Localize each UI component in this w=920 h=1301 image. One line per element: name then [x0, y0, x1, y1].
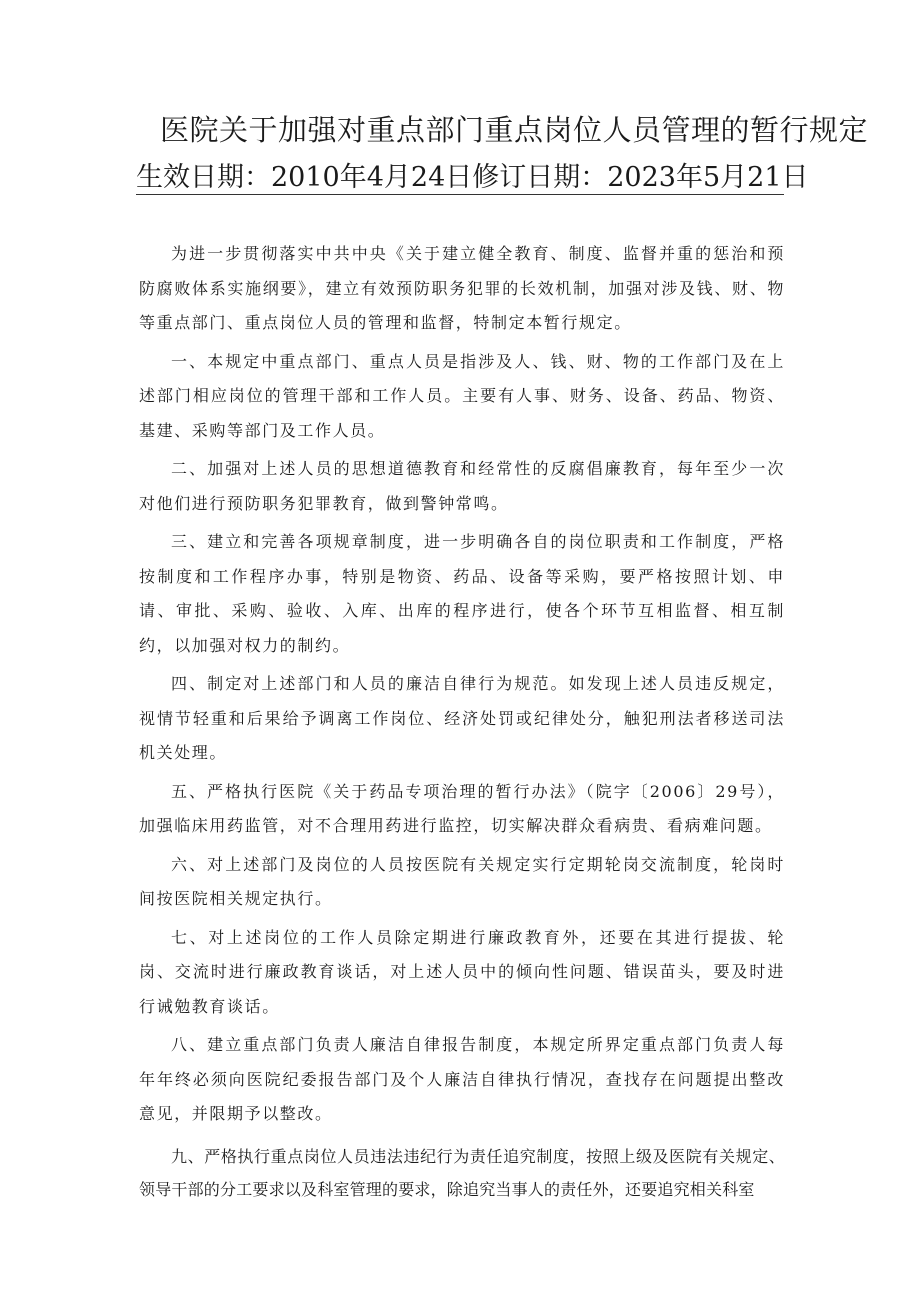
paragraph-6: 六、对上述部门及岗位的人员按医院有关规定实行定期轮岗交流制度，轮岗时间按医院相关规定执行。	[139, 854, 785, 908]
revised-date-label: 修订日期：	[472, 162, 608, 193]
document-title: 医院关于加强对重点部门重点岗位人员管理的暂行规定	[160, 113, 869, 147]
revised-date: 2023年5月21日	[607, 162, 809, 193]
paragraph-1: 一、本规定中重点部门、重点人员是指涉及人、钱、财、物的工作部门及在上述部门相应岗位的管理干部和工作人员。主要有人事、财务、设备、药品、物资、基建、采购等部门及工作人员。	[139, 351, 785, 440]
paragraph-intro: 为进一步贯彻落实中共中央《关于建立健全教育、制度、监督并重的惩治和预防腐败体系实施纲要》，建立有效预防职务犯罪的长效机制，加强对涉及钱、财、物等重点部门、重点岗位人员的管理和监督，特制定本暂行规定。	[139, 244, 785, 332]
paragraph-4: 四、制定对上述部门和人员的廉洁自律行为规范。如发现上述人员违反规定，视情节轻重和后果给予调离工作岗位、经济处罚或纪律处分，触犯刑法者移送司法机关处理。	[139, 674, 785, 762]
paragraph-9: 九、严格执行重点岗位人员违法违纪行为责任追究制度，按照上级及医院有关规定、领导干部的分工要求以及科室管理的要求，除追究当事人的责任外，还要追究相关科室	[139, 1146, 785, 1199]
header-divider	[136, 194, 784, 195]
document-dates	[136, 159, 809, 197]
paragraph-7: 七、对上述岗位的工作人员除定期进行廉政教育外，还要在其进行提拔、轮岗、交流时进行廉政教育谈话，对上述人员中的倾向性问题、错误苗头，要及时进行诫勉教育谈话。	[139, 927, 785, 1016]
paragraph-3: 三、建立和完善各项规章制度，进一步明确各自的岗位职责和工作制度，严格按制度和工作程序办事，特别是物资、药品、设备等采购，要严格按照计划、申请、审批、采购、验收、入库、出库的程序进行，使各个环节互相监督、相互制约，以加强对权力的制约。	[139, 532, 785, 655]
effective-date-label: 生效日期：	[136, 162, 271, 193]
document-body	[139, 237, 785, 1210]
effective-date: 2010年4月24日	[271, 162, 473, 193]
paragraph-8: 八、建立重点部门负责人廉洁自律报告制度，本规定所界定重点部门负责人每年年终必须向医院纪委报告部门及个人廉洁自律执行情况，查找存在问题提出整改意见，并限期予以整改。	[139, 1035, 785, 1123]
paragraph-5: 五、严格执行医院《关于药品专项治理的暂行办法》（院字〔2006〕29号），加强临床用药监管，对不合理用药进行监控，切实解决群众看病贵、看病难问题。	[139, 781, 785, 835]
paragraph-2: 二、加强对上述人员的思想道德教育和经常性的反腐倡廉教育，每年至少一次对他们进行预防职务犯罪教育，做到警钟常鸣。	[139, 459, 785, 513]
